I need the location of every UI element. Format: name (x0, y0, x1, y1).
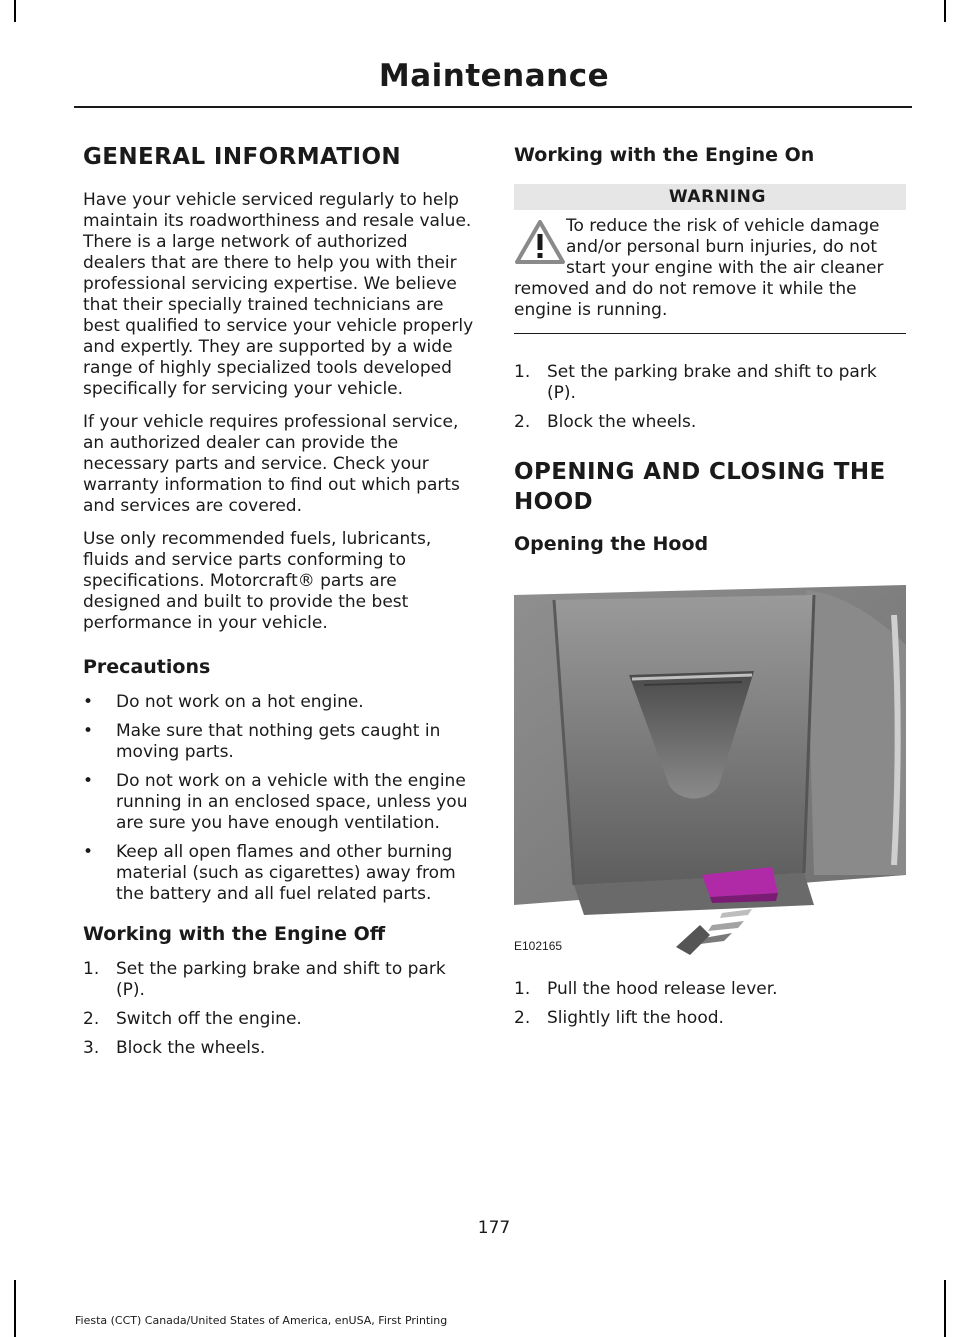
paragraph: If your vehicle requires professional service, an authorized dealer can provide the necessary parts and service. Check your warranty information to find out which parts and services are covered. (83, 412, 460, 516)
step-number: 1. (83, 959, 100, 979)
crop-mark (14, 1280, 16, 1337)
header-divider (74, 106, 912, 108)
crop-mark (14, 0, 16, 22)
list-item: 1. Pull the hood release lever. (514, 979, 778, 999)
warning-body (514, 216, 906, 334)
warning-text: To reduce the risk of vehicle damage and/or personal burn injuries, do not start your engine with the air cleaner removed and do not remove it while the engine is running. (514, 216, 884, 320)
bullet: • (83, 771, 94, 791)
warning-box (514, 184, 906, 334)
page-number: 177 (477, 1218, 511, 1238)
crop-mark (944, 0, 946, 22)
bullet: • (83, 721, 94, 741)
list-item: 2. Slightly lift the hood. (514, 1008, 724, 1028)
opening-closing-hood-heading: OPENING AND CLOSING THE HOOD (514, 459, 886, 515)
list-item: 3. Block the wheels. (83, 1038, 266, 1058)
hood-release-illustration (514, 575, 906, 957)
left-column (83, 142, 475, 1075)
list-item: 1. Set the parking brake and shift to park (P). (514, 362, 877, 403)
step-number: 2. (83, 1009, 100, 1029)
precautions-heading: Precautions (83, 656, 211, 678)
figure-id: E102165 (514, 939, 563, 953)
engine-off-heading: Working with the Engine Off (83, 923, 386, 945)
bullet: • (83, 692, 94, 712)
page-title: Maintenance (378, 58, 610, 94)
paragraph: Have your vehicle serviced regularly to help maintain its roadworthiness and resale value. There is a large network of authorized dealers that are there to help you with their professional servicing expertise. We believe that their specially trained technicians are best qualified to service your vehicle properly and expertly. They are supported by a wide range of highly specialized tools developed specifically for servicing your vehicle. (83, 190, 474, 399)
bullet: • (83, 842, 94, 862)
step-number: 2. (514, 412, 531, 432)
list-item: • Keep all open flames and other burning material (such as cigarettes) away from the battery and all fuel related parts. (83, 842, 456, 904)
warning-triangle-icon (514, 218, 566, 266)
engine-on-steps (514, 362, 906, 433)
right-column (514, 142, 906, 1045)
list-item: • Make sure that nothing gets caught in moving parts. (83, 721, 441, 762)
list-item: • Do not work on a vehicle with the engine running in an enclosed space, unless you are sure you have enough ventilation. (83, 771, 468, 833)
hood-release-figure (514, 575, 906, 957)
crop-mark (944, 1280, 946, 1337)
opening-hood-steps (514, 979, 906, 1029)
step-number: 1. (514, 362, 531, 382)
step-number: 2. (514, 1008, 531, 1028)
paragraph: Use only recommended fuels, lubricants, fluids and service parts conforming to specifications. Motorcraft® parts are designed and built to provide the best performance in your vehicle. (83, 529, 432, 633)
list-item: • Do not work on a hot engine. (83, 692, 364, 712)
precautions-list (83, 692, 475, 905)
list-item: 1. Set the parking brake and shift to park (P). (83, 959, 446, 1000)
opening-hood-heading: Opening the Hood (514, 533, 709, 555)
engine-off-steps (83, 959, 475, 1059)
footer-text: Fiesta (CCT) Canada/United States of America, enUSA, First Printing (75, 1314, 448, 1327)
warning-label: WARNING (514, 184, 906, 210)
list-item: 2. Switch off the engine. (83, 1009, 302, 1029)
general-information-heading: GENERAL INFORMATION (83, 144, 402, 170)
step-number: 1. (514, 979, 531, 999)
engine-on-heading: Working with the Engine On (514, 144, 815, 166)
step-number: 3. (83, 1038, 100, 1058)
list-item: 2. Block the wheels. (514, 412, 697, 432)
